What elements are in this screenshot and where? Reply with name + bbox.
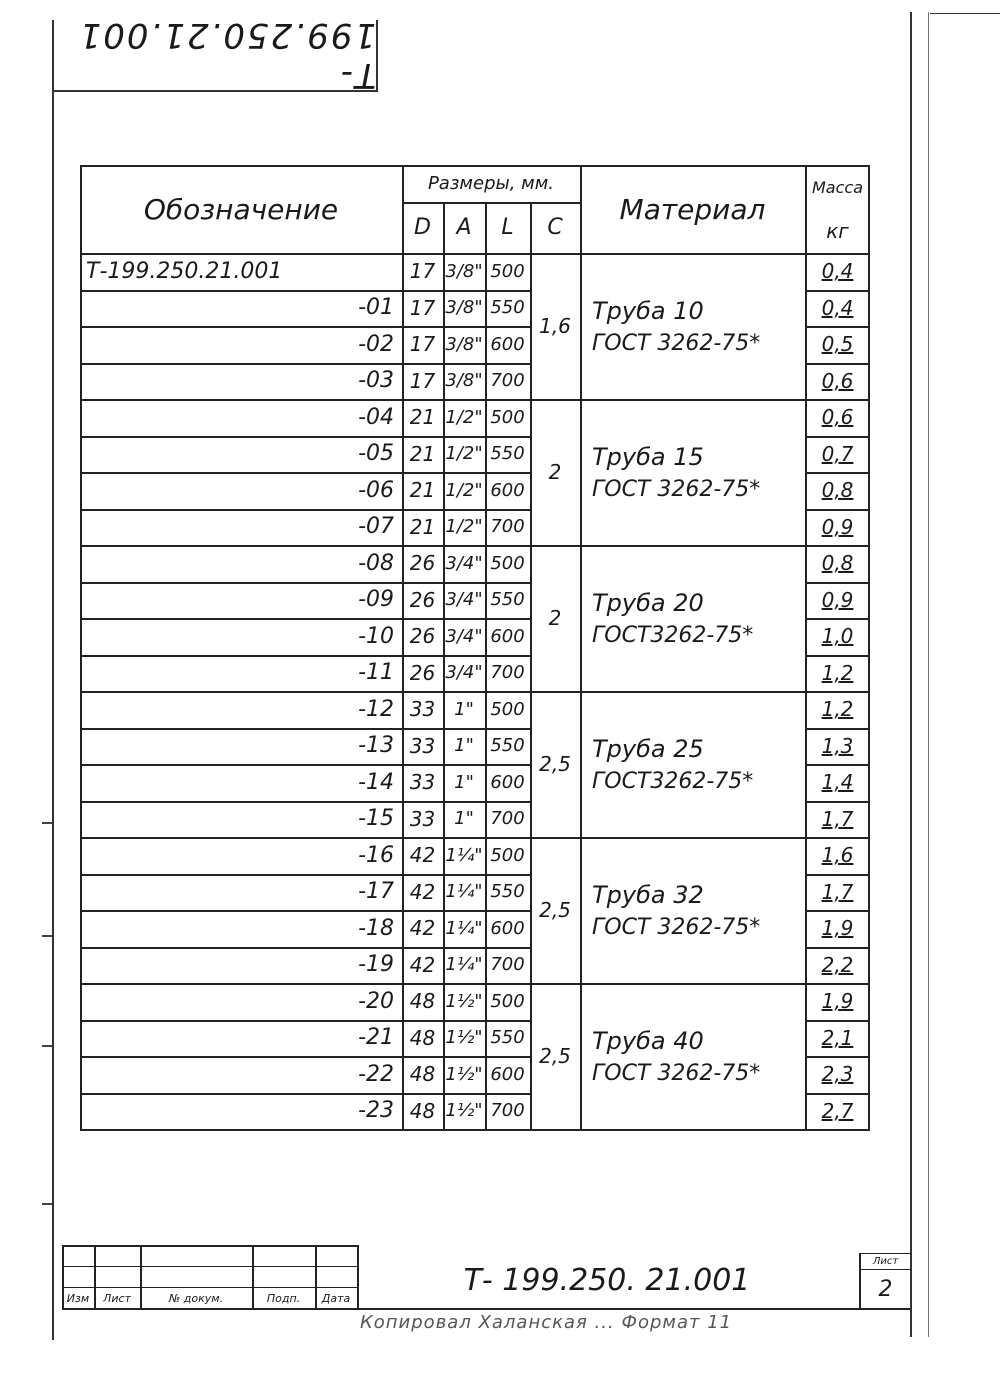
- d-cell: 17: [409, 368, 436, 393]
- designation-cell: -15: [358, 806, 394, 832]
- designation-cell: Т-199.250.21.001: [86, 258, 283, 284]
- frame-mark: [42, 935, 52, 937]
- material-cell: [580, 545, 805, 691]
- l-cell: 550: [490, 443, 525, 465]
- mass-cell: 0,4: [821, 259, 854, 284]
- label-sheet: Лист: [872, 1256, 899, 1267]
- designation-cell: -07: [358, 514, 394, 540]
- l-cell: 500: [490, 990, 525, 1012]
- a-cell: 1/2": [445, 516, 483, 538]
- mass-cell: 0,8: [821, 478, 854, 503]
- c-cell: 2,5: [539, 1044, 571, 1068]
- footer-copy-note: Копировал Халанская ... Формат 11: [360, 1312, 733, 1333]
- designation-cell: -14: [358, 769, 394, 795]
- mass-cell: 0,5: [821, 332, 854, 357]
- label-doc-no: № докум.: [168, 1292, 224, 1305]
- d-cell: 42: [409, 952, 436, 977]
- l-cell: 700: [490, 516, 525, 538]
- a-cell: 1": [454, 808, 474, 830]
- d-cell: 21: [409, 514, 436, 539]
- frame-mark: [42, 1045, 52, 1047]
- designation-cell: -08: [358, 550, 394, 576]
- header-mass: Масса: [811, 177, 863, 197]
- d-cell: 33: [409, 697, 436, 722]
- d-cell: 33: [409, 733, 436, 758]
- l-cell: 700: [490, 662, 525, 684]
- d-cell: 17: [409, 295, 436, 320]
- c-cell: 2: [548, 460, 562, 484]
- l-cell: 550: [490, 297, 525, 319]
- d-cell: 42: [409, 916, 436, 941]
- mass-cell: 1,9: [821, 916, 854, 941]
- material-cell: [580, 253, 805, 399]
- title-line: [62, 1245, 357, 1247]
- material-standard: ГОСТ 3262-75*: [592, 1060, 761, 1086]
- d-cell: 42: [409, 843, 436, 868]
- mass-cell: 1,2: [821, 697, 854, 722]
- d-cell: 33: [409, 770, 436, 795]
- header-d: D: [414, 214, 431, 240]
- designation-cell: -01: [358, 295, 394, 321]
- title-line: [357, 1245, 359, 1310]
- a-cell: 1½": [445, 1063, 483, 1085]
- l-cell: 600: [490, 917, 525, 939]
- a-cell: 3/4": [445, 662, 483, 684]
- a-cell: 3/8": [445, 370, 483, 392]
- label-date: Дата: [321, 1292, 351, 1305]
- d-cell: 26: [409, 660, 436, 685]
- designation-cell: -02: [358, 331, 394, 357]
- l-cell: 600: [490, 479, 525, 501]
- material-standard: ГОСТ 3262-75*: [592, 476, 761, 502]
- d-cell: 17: [409, 332, 436, 357]
- designation-cell: -22: [358, 1061, 394, 1087]
- a-cell: 3/8": [445, 333, 483, 355]
- l-cell: 550: [490, 735, 525, 757]
- l-cell: 700: [490, 808, 525, 830]
- a-cell: 1/2": [445, 479, 483, 501]
- designation-cell: -12: [358, 696, 394, 722]
- a-cell: 3/8": [445, 297, 483, 319]
- material-standard: ГОСТ3262-75*: [592, 622, 754, 648]
- table-hline: [80, 1129, 870, 1131]
- a-cell: 3/4": [445, 552, 483, 574]
- l-cell: 600: [490, 625, 525, 647]
- frame-left-border: [52, 20, 54, 1340]
- spec-table: [80, 165, 870, 1140]
- d-cell: 21: [409, 478, 436, 503]
- designation-cell: -10: [358, 623, 394, 649]
- d-cell: 21: [409, 405, 436, 430]
- a-cell: 1/2": [445, 406, 483, 428]
- title-line: [62, 1287, 357, 1288]
- a-cell: 1½": [445, 1027, 483, 1049]
- d-cell: 21: [409, 441, 436, 466]
- material-pipe: Труба 15: [592, 442, 704, 471]
- designation-cell: -05: [358, 441, 394, 467]
- material-pipe: Труба 40: [592, 1026, 704, 1055]
- a-cell: 3/4": [445, 625, 483, 647]
- mass-cell: 0,6: [821, 405, 854, 430]
- title-designation: Т- 199.250. 21.001: [463, 1262, 751, 1298]
- material-cell: [580, 837, 805, 983]
- designation-cell: -03: [358, 368, 394, 394]
- frame-mark: [42, 1203, 52, 1205]
- a-cell: 1½": [445, 990, 483, 1012]
- a-cell: 1¼": [445, 954, 483, 976]
- mass-cell: 1,7: [821, 879, 854, 904]
- mass-cell: 1,7: [821, 806, 854, 831]
- mass-cell: 0,9: [821, 587, 854, 612]
- designation-cell: -21: [358, 1025, 394, 1051]
- l-cell: 550: [490, 1027, 525, 1049]
- designation-cell: -11: [358, 660, 394, 686]
- stamp-designation: Т- 199.250.21.001: [77, 15, 376, 95]
- d-cell: 48: [409, 1062, 436, 1087]
- mass-cell: 2,1: [821, 1025, 854, 1050]
- mass-cell: 1,2: [821, 660, 854, 685]
- a-cell: 3/8": [445, 260, 483, 282]
- l-cell: 600: [490, 333, 525, 355]
- frame-right-edge: [928, 12, 929, 1337]
- a-cell: 1/2": [445, 443, 483, 465]
- designation-cell: -16: [358, 842, 394, 868]
- mass-cell: 2,3: [821, 1062, 854, 1087]
- d-cell: 48: [409, 1025, 436, 1050]
- a-cell: 1¼": [445, 917, 483, 939]
- mass-cell: 1,6: [821, 843, 854, 868]
- frame-right-border: [910, 12, 912, 1337]
- a-cell: 1": [454, 771, 474, 793]
- header-dimensions: Размеры, мм.: [427, 172, 555, 194]
- d-cell: 33: [409, 806, 436, 831]
- mass-cell: 1,3: [821, 733, 854, 758]
- label-izm: Изм: [66, 1292, 90, 1305]
- title-line: [62, 1266, 357, 1267]
- mass-cell: 0,7: [821, 441, 854, 466]
- label-list: Лист: [103, 1292, 131, 1305]
- frame-mark: [42, 822, 52, 824]
- a-cell: 1¼": [445, 844, 483, 866]
- l-cell: 500: [490, 406, 525, 428]
- d-cell: 26: [409, 624, 436, 649]
- mass-cell: 2,2: [821, 952, 854, 977]
- a-cell: 1": [454, 698, 474, 720]
- a-cell: 1": [454, 735, 474, 757]
- d-cell: 17: [409, 259, 436, 284]
- l-cell: 700: [490, 370, 525, 392]
- c-cell: 2: [548, 606, 562, 630]
- a-cell: 1½": [445, 1100, 483, 1122]
- designation-cell: -13: [358, 733, 394, 759]
- material-pipe: Труба 20: [592, 588, 704, 617]
- frame-top-edge: [930, 13, 1000, 14]
- material-standard: ГОСТ 3262-75*: [592, 330, 761, 356]
- label-sign: Подп.: [266, 1292, 301, 1305]
- a-cell: 1¼": [445, 881, 483, 903]
- material-cell: [580, 983, 805, 1129]
- material-cell: [580, 399, 805, 545]
- l-cell: 500: [490, 552, 525, 574]
- material-standard: ГОСТ3262-75*: [592, 768, 754, 794]
- d-cell: 26: [409, 551, 436, 576]
- d-cell: 26: [409, 587, 436, 612]
- designation-cell: -06: [358, 477, 394, 503]
- l-cell: 550: [490, 589, 525, 611]
- title-line: [62, 1308, 910, 1310]
- material-pipe: Труба 25: [592, 734, 704, 763]
- mass-cell: 0,6: [821, 368, 854, 393]
- c-cell: 2,5: [539, 898, 571, 922]
- header-mass-unit: кг: [826, 219, 849, 243]
- material-cell: [580, 691, 805, 837]
- mass-cell: 1,4: [821, 770, 854, 795]
- mass-cell: 1,9: [821, 989, 854, 1014]
- header-material: Материал: [619, 192, 766, 226]
- d-cell: 48: [409, 989, 436, 1014]
- designation-cell: -04: [358, 404, 394, 430]
- designation-cell: -20: [358, 988, 394, 1014]
- designation-cell: -18: [358, 915, 394, 941]
- designation-cell: -19: [358, 952, 394, 978]
- l-cell: 600: [490, 771, 525, 793]
- d-cell: 48: [409, 1098, 436, 1123]
- designation-cell: -23: [358, 1098, 394, 1124]
- mass-cell: 0,9: [821, 514, 854, 539]
- mass-cell: 1,0: [821, 624, 854, 649]
- l-cell: 700: [490, 954, 525, 976]
- title-block: [62, 1245, 910, 1310]
- material-pipe: Труба 32: [592, 880, 704, 909]
- mass-cell: 0,8: [821, 551, 854, 576]
- c-cell: 1,6: [539, 314, 571, 338]
- mass-cell: 2,7: [821, 1098, 854, 1123]
- l-cell: 500: [490, 844, 525, 866]
- material-standard: ГОСТ 3262-75*: [592, 914, 761, 940]
- material-pipe: Труба 10: [592, 296, 704, 325]
- header-a: A: [456, 214, 472, 240]
- designation-cell: -09: [358, 587, 394, 613]
- l-cell: 700: [490, 1100, 525, 1122]
- header-l: L: [501, 214, 514, 240]
- header-designation: Обозначение: [143, 192, 339, 226]
- l-cell: 600: [490, 1063, 525, 1085]
- designation-cell: -17: [358, 879, 394, 905]
- l-cell: 500: [490, 698, 525, 720]
- d-cell: 42: [409, 879, 436, 904]
- c-cell: 2,5: [539, 752, 571, 776]
- a-cell: 3/4": [445, 589, 483, 611]
- mass-cell: 0,4: [821, 295, 854, 320]
- l-cell: 500: [490, 260, 525, 282]
- l-cell: 550: [490, 881, 525, 903]
- sheet-number: 2: [878, 1276, 893, 1302]
- header-c: C: [547, 214, 563, 240]
- corner-stamp: [54, 15, 378, 95]
